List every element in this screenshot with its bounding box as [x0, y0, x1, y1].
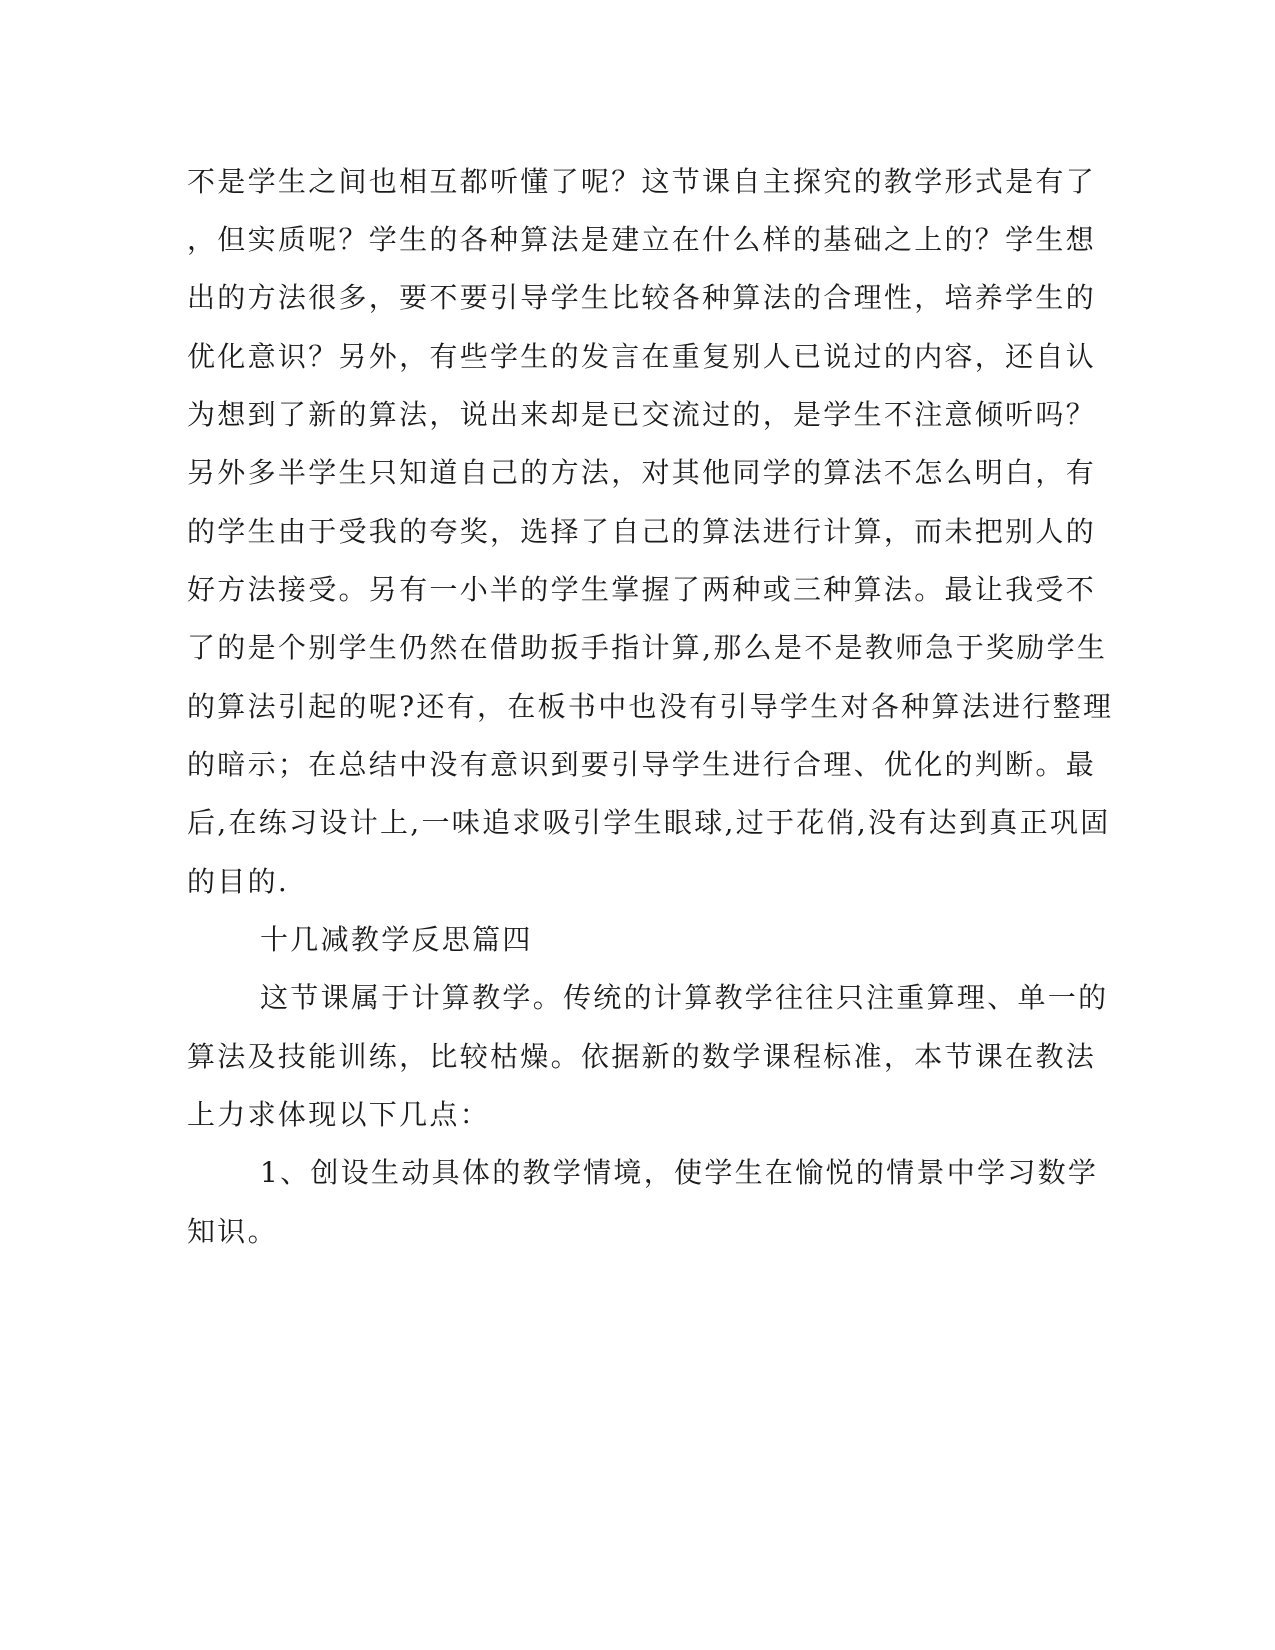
body-text-line: 另外多半学生只知道自己的方法，对其他同学的算法不怎么明白，有 [187, 456, 1097, 489]
body-text-line: 出的方法很多，要不要引导学生比较各种算法的合理性，培养学生的 [187, 281, 1097, 314]
body-text-line: 算法及技能训练，比较枯燥。依据新的数学课程标准，本节课在教法 [187, 1040, 1097, 1073]
body-text-line: 了的是个别学生仍然在借助扳手指计算,那么是不是教师急于奖励学生 [187, 631, 1108, 664]
body-text-line: 好方法接受。另有一小半的学生掌握了两种或三种算法。最让我受不 [187, 573, 1097, 606]
body-text-line: 的目的. [187, 865, 290, 898]
body-text-line: 不是学生之间也相互都听懂了呢？这节课自主探究的教学形式是有了 [187, 165, 1097, 198]
body-text-line: 的学生由于受我的夸奖，选择了自己的算法进行计算，而未把别人的 [187, 515, 1097, 548]
body-text-line: 优化意识？另外，有些学生的发言在重复别人已说过的内容，还自认 [187, 340, 1097, 373]
body-text-line: 上力求体现以下几点： [187, 1098, 491, 1131]
body-text-line: 这节课属于计算教学。传统的计算教学往往只注重算理、单一的 [260, 981, 1109, 1014]
body-text-line: 的算法引起的呢?还有，在板书中也没有引导学生对各种算法进行整理 [187, 690, 1114, 723]
section-heading: 十几减教学反思篇四 [260, 923, 533, 956]
body-text-line: 后,在练习设计上,一味追求吸引学生眼球,过于花俏,没有达到真正巩固 [187, 806, 1111, 839]
body-text-line: 为想到了新的算法，说出来却是已交流过的，是学生不注意倾听吗？ [187, 398, 1097, 431]
body-text-line: 的暗示；在总结中没有意识到要引导学生进行合理、优化的判断。最 [187, 748, 1097, 781]
list-item-text: 1、创设生动具体的教学情境，使学生在愉悦的情景中学习数学 [260, 1156, 1099, 1189]
list-item-text: 知识。 [187, 1215, 278, 1248]
body-text-line: ，但实质呢？学生的各种算法是建立在什么样的基础之上的？学生想 [187, 223, 1097, 256]
